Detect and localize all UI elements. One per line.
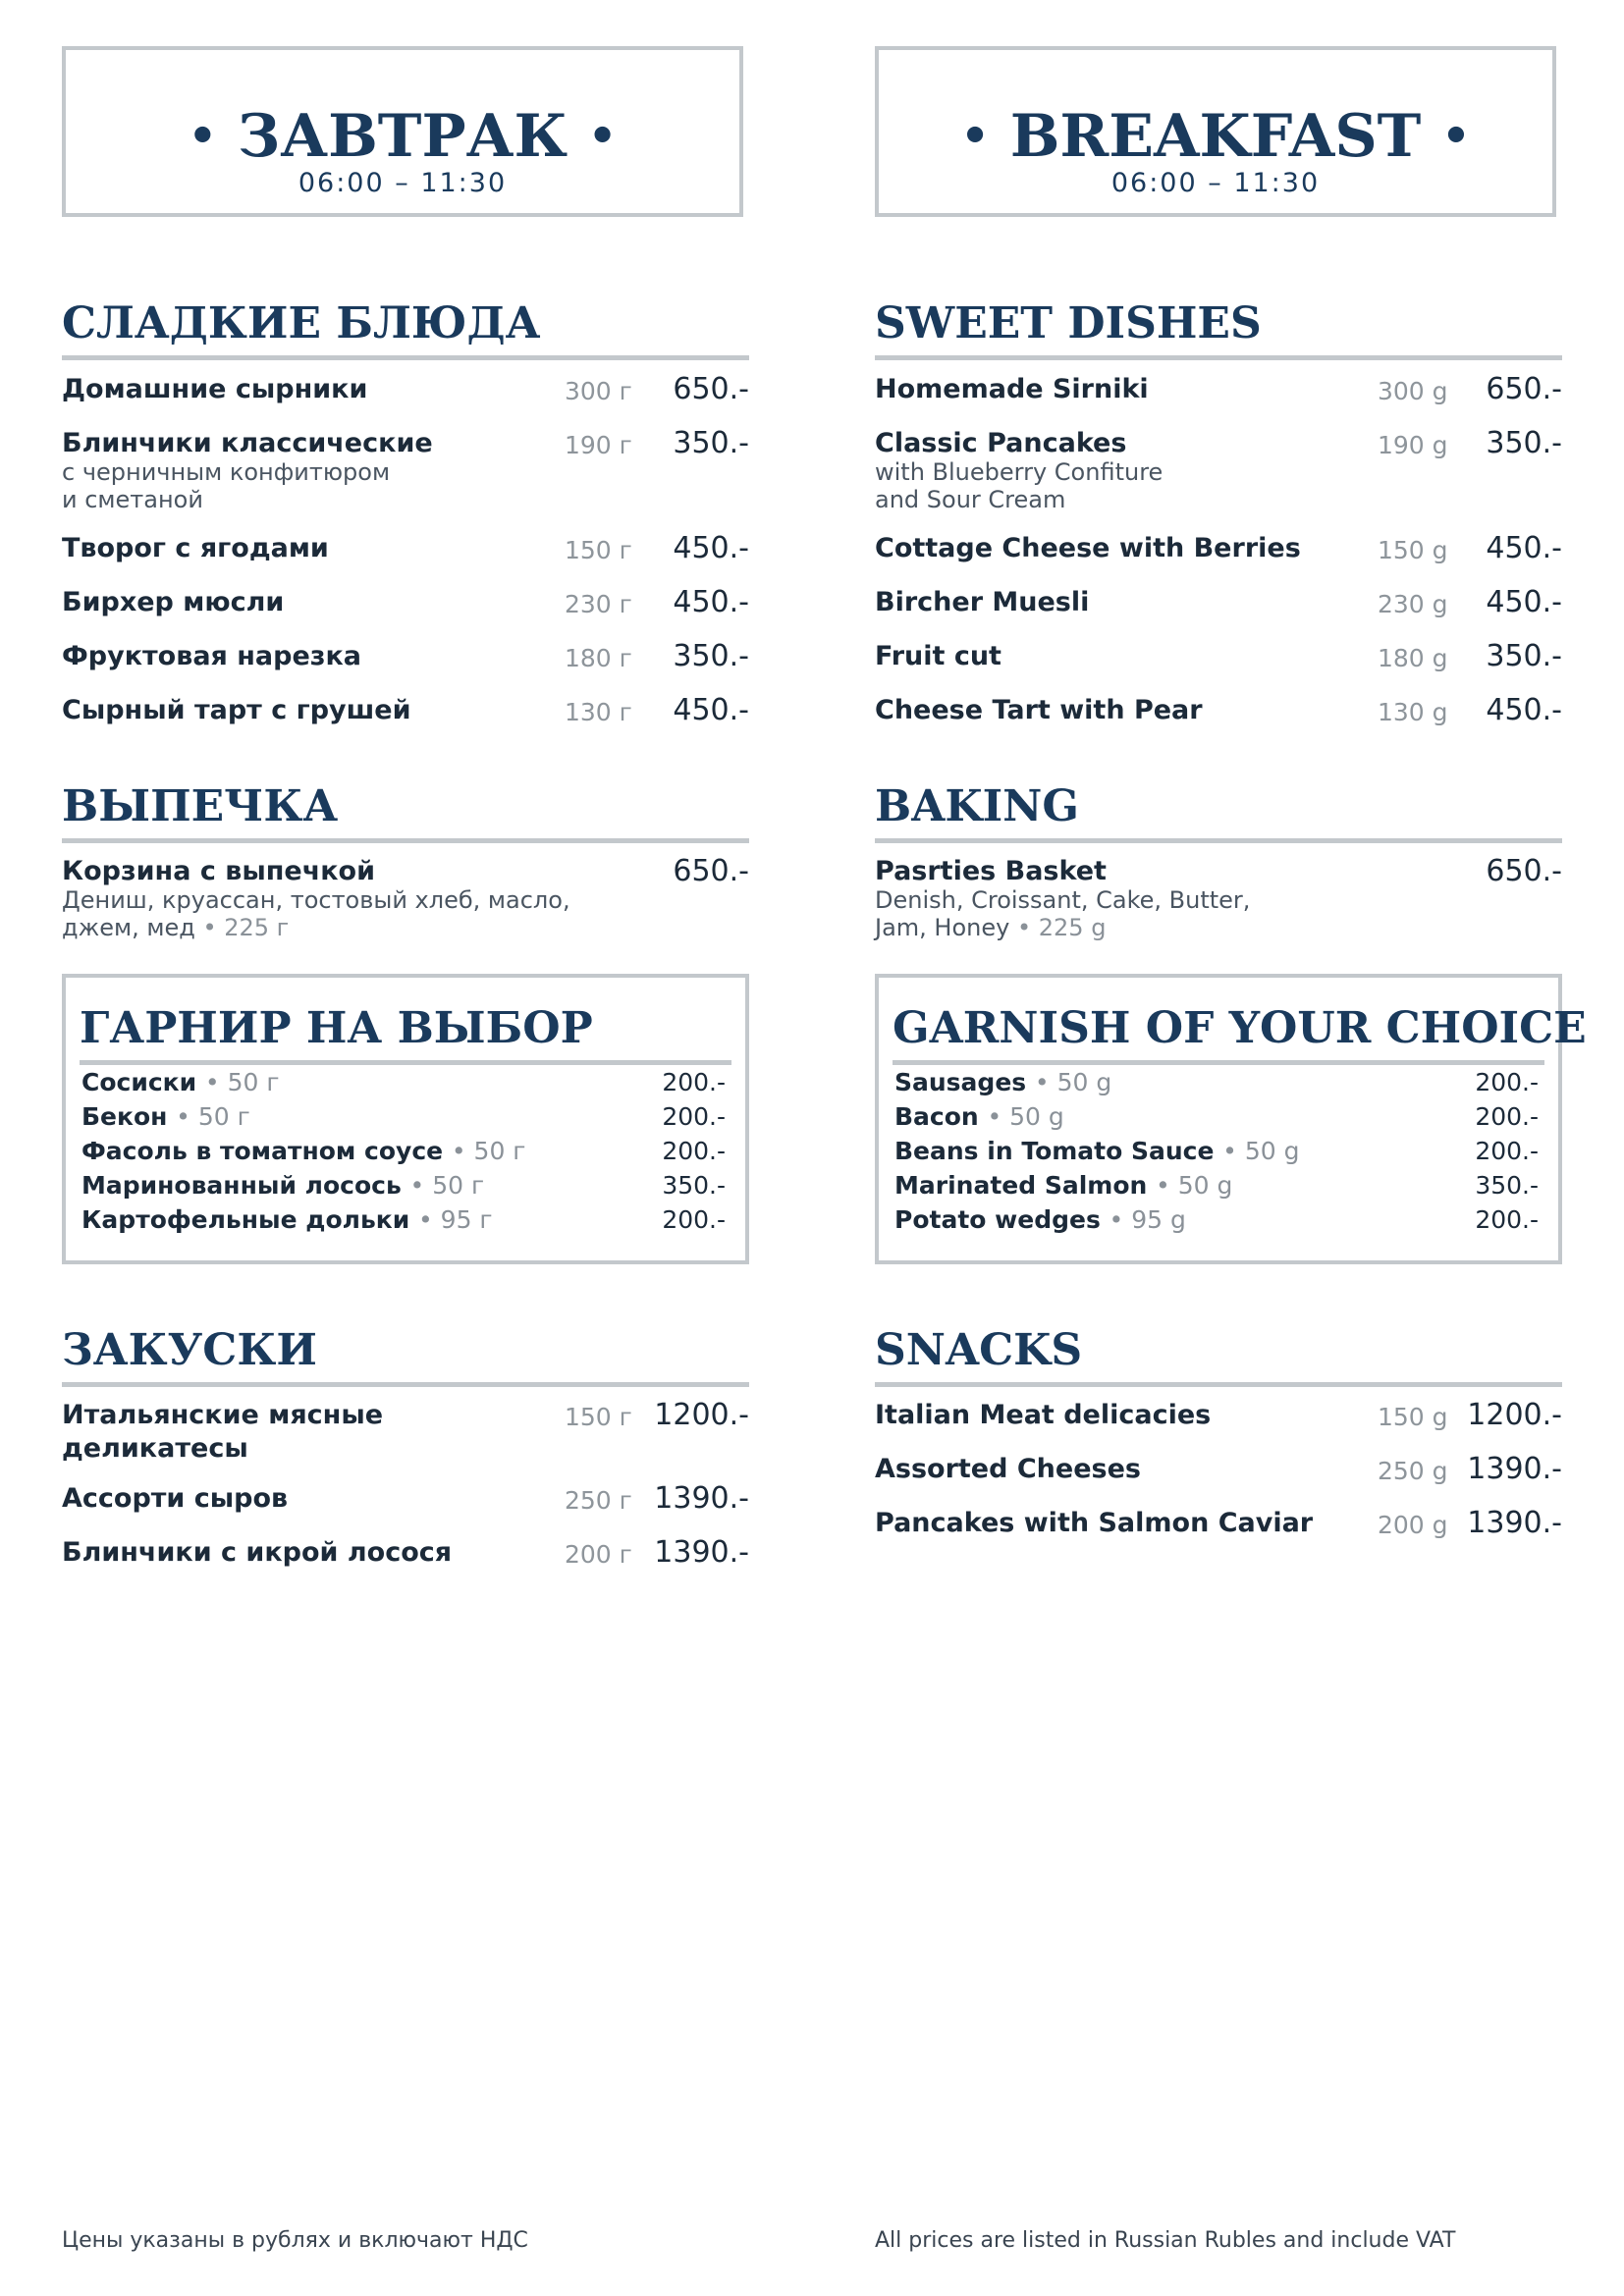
item-description: Jam, Honey • 225 g xyxy=(875,914,1107,941)
item-name: Assorted Cheeses xyxy=(875,1454,1141,1484)
bullet-icon: • xyxy=(1441,108,1471,162)
garnish-weight: • 50 г xyxy=(451,1137,526,1165)
garnish-weight: • 50 г xyxy=(409,1171,485,1200)
garnish-price: 200.- xyxy=(662,1102,726,1131)
header-hours: 06:00 – 11:30 xyxy=(298,168,508,198)
garnish-name: Beans in Tomato Sauce • 50 g xyxy=(894,1137,1300,1165)
garnish-name: Фасоль в томатном соусе • 50 г xyxy=(81,1137,526,1165)
item-name: Корзина с выпечкой xyxy=(62,856,376,886)
menu-item xyxy=(62,531,749,565)
garnish-weight: • 95 g xyxy=(1109,1205,1186,1234)
item-name: Classic Pancakes xyxy=(875,428,1127,458)
garnish-name: Bacon • 50 g xyxy=(894,1102,1064,1131)
item-weight: 180 g xyxy=(1378,644,1448,672)
item-price: 650.- xyxy=(1486,372,1562,406)
item-name: Творог с ягодами xyxy=(62,533,329,563)
garnish-name: Potato wedges • 95 g xyxy=(894,1205,1186,1234)
header-box xyxy=(875,46,1556,217)
item-price: 1390.- xyxy=(654,1481,749,1516)
item-price: 450.- xyxy=(1486,531,1562,565)
item-name: Homemade Sirniki xyxy=(875,374,1149,404)
section-title: BAKING xyxy=(875,785,1562,843)
garnish-row xyxy=(81,1203,726,1237)
footer-note: Цены указаны в рублях и включают НДС xyxy=(62,2228,528,2253)
garnish-weight: • 50 г xyxy=(176,1102,250,1131)
garnish-name: Картофельные дольки • 95 г xyxy=(81,1205,493,1234)
header-box xyxy=(62,46,743,217)
item-price: 1200.- xyxy=(1467,1398,1562,1432)
menu-item xyxy=(875,585,1562,619)
item-name: Pasrties Basket xyxy=(875,856,1107,886)
item-description: с черничным конфитюром xyxy=(62,458,391,486)
item-name: Cottage Cheese with Berries xyxy=(875,533,1301,563)
item-weight: 150 g xyxy=(1378,1403,1448,1431)
item-price: 650.- xyxy=(673,854,749,888)
section-snacks xyxy=(62,1325,749,1387)
item-price: 450.- xyxy=(673,585,749,619)
item-description: Дениш, круассан, тостовый хлеб, масло, xyxy=(62,886,570,914)
section-title: GARNISH OF YOUR CHOICE xyxy=(893,1007,1544,1065)
section-title: ВЫПЕЧКА xyxy=(62,785,749,843)
menu-item xyxy=(875,854,1562,941)
item-name: Бирхер мюсли xyxy=(62,587,285,617)
item-name: Cheese Tart with Pear xyxy=(875,695,1203,725)
menu-item xyxy=(875,639,1562,673)
menu-item xyxy=(875,1506,1562,1540)
garnish-weight: • 50 g xyxy=(987,1102,1064,1131)
menu-item xyxy=(62,372,749,406)
item-weight: 200 г xyxy=(565,1540,632,1569)
item-price: 350.- xyxy=(673,639,749,673)
section-title: ЗАКУСКИ xyxy=(62,1329,749,1387)
item-weight: 300 g xyxy=(1378,377,1448,405)
garnish-row xyxy=(894,1135,1539,1168)
item-name: Итальянские мясные xyxy=(62,1400,384,1430)
garnish-weight: • 50 g xyxy=(1222,1137,1300,1165)
item-price: 350.- xyxy=(1486,639,1562,673)
item-price: 650.- xyxy=(1486,854,1562,888)
garnish-price: 350.- xyxy=(662,1171,726,1200)
header-title-text: BREAKFAST xyxy=(1009,102,1422,171)
garnish-price: 200.- xyxy=(1475,1102,1539,1131)
item-price: 350.- xyxy=(673,426,749,460)
menu-item xyxy=(62,1535,749,1570)
item-price: 450.- xyxy=(673,693,749,727)
header-title-text: ЗАВТРАК xyxy=(237,102,568,171)
item-price: 650.- xyxy=(673,372,749,406)
garnish-box xyxy=(875,974,1587,1264)
item-price: 1200.- xyxy=(654,1398,749,1432)
garnish-name: Сосиски • 50 г xyxy=(81,1068,280,1096)
garnish-weight: • 50 г xyxy=(204,1068,280,1096)
garnish-weight: • 95 г xyxy=(417,1205,493,1234)
menu-item xyxy=(875,693,1562,727)
section-snacks xyxy=(875,1325,1562,1387)
garnish-row xyxy=(81,1169,726,1202)
menu-item xyxy=(62,854,749,941)
garnish-price: 200.- xyxy=(1475,1137,1539,1165)
item-weight: 250 г xyxy=(565,1486,632,1515)
item-name-line2: деликатесы xyxy=(62,1433,248,1464)
item-weight: • 225 g xyxy=(1016,914,1107,941)
menu-item xyxy=(875,1398,1562,1432)
bullet-icon: • xyxy=(960,108,990,162)
garnish-weight: • 50 g xyxy=(1156,1171,1233,1200)
garnish-name: Sausages • 50 g xyxy=(894,1068,1112,1096)
item-weight: 130 g xyxy=(1378,698,1448,726)
item-name: Fruit cut xyxy=(875,641,1001,671)
section-title: СЛАДКИЕ БЛЮДА xyxy=(62,302,749,360)
section-sweet-dishes xyxy=(875,298,1562,360)
menu-item xyxy=(62,426,749,513)
menu-item xyxy=(62,1481,749,1516)
garnish-price: 200.- xyxy=(662,1205,726,1234)
item-name: Ассорти сыров xyxy=(62,1483,289,1514)
garnish-row xyxy=(894,1203,1539,1237)
item-price: 1390.- xyxy=(654,1535,749,1570)
item-weight: 150 г xyxy=(565,536,632,564)
item-weight: 300 г xyxy=(565,377,632,405)
item-weight: 150 г xyxy=(565,1403,632,1431)
garnish-price: 350.- xyxy=(1475,1171,1539,1200)
item-price: 350.- xyxy=(1486,426,1562,460)
item-name: Pancakes with Salmon Caviar xyxy=(875,1508,1314,1538)
item-name: Italian Meat delicacies xyxy=(875,1400,1212,1430)
item-price: 450.- xyxy=(1486,693,1562,727)
item-description: with Blueberry Confiture xyxy=(875,458,1164,486)
menu-item xyxy=(62,585,749,619)
item-price: 450.- xyxy=(673,531,749,565)
garnish-row xyxy=(894,1169,1539,1202)
menu-item xyxy=(62,639,749,673)
menu-item xyxy=(875,426,1562,513)
menu-item xyxy=(875,372,1562,406)
bullet-icon: • xyxy=(188,108,218,162)
section-baking xyxy=(62,781,749,843)
section-baking xyxy=(875,781,1562,843)
menu-item xyxy=(62,1398,749,1464)
garnish-name: Marinated Salmon • 50 g xyxy=(894,1171,1233,1200)
bullet-icon: • xyxy=(587,108,618,162)
garnish-price: 200.- xyxy=(662,1068,726,1096)
footer-note: All prices are listed in Russian Rubles and include VAT xyxy=(875,2228,1456,2253)
item-weight: 200 g xyxy=(1378,1511,1448,1539)
item-name: Сырный тарт с грушей xyxy=(62,695,411,725)
garnish-weight: • 50 g xyxy=(1034,1068,1112,1096)
item-description: джем, мед • 225 г xyxy=(62,914,290,941)
header-title xyxy=(66,102,739,171)
menu-item xyxy=(875,1452,1562,1486)
garnish-price: 200.- xyxy=(1475,1068,1539,1096)
item-price: 1390.- xyxy=(1467,1452,1562,1486)
item-weight: • 225 г xyxy=(202,914,290,941)
item-description: Denish, Croissant, Cake, Butter, xyxy=(875,886,1251,914)
item-name: Блинчики классические xyxy=(62,428,433,458)
item-name: Bircher Muesli xyxy=(875,587,1090,617)
garnish-box xyxy=(62,974,749,1264)
menu-item xyxy=(875,531,1562,565)
item-weight: 130 г xyxy=(565,698,632,726)
item-weight: 150 g xyxy=(1378,536,1448,564)
item-weight: 180 г xyxy=(565,644,632,672)
item-price: 1390.- xyxy=(1467,1506,1562,1540)
garnish-row xyxy=(81,1066,726,1099)
garnish-price: 200.- xyxy=(662,1137,726,1165)
garnish-row xyxy=(81,1135,726,1168)
section-title: SNACKS xyxy=(875,1329,1562,1387)
section-title: ГАРНИР НА ВЫБОР xyxy=(80,1007,731,1065)
garnish-row xyxy=(81,1100,726,1134)
item-name: Домашние сырники xyxy=(62,374,368,404)
section-sweet-dishes xyxy=(62,298,749,360)
header-hours: 06:00 – 11:30 xyxy=(1110,168,1321,198)
item-description: и сметаной xyxy=(62,486,203,513)
garnish-name: Бекон • 50 г xyxy=(81,1102,250,1131)
garnish-row xyxy=(894,1100,1539,1134)
menu-item xyxy=(62,693,749,727)
item-weight: 230 г xyxy=(565,590,632,618)
garnish-price: 200.- xyxy=(1475,1205,1539,1234)
item-price: 450.- xyxy=(1486,585,1562,619)
item-description: and Sour Cream xyxy=(875,486,1066,513)
item-name: Блинчики с икрой лосося xyxy=(62,1537,453,1568)
item-weight: 250 g xyxy=(1378,1457,1448,1485)
item-weight: 190 г xyxy=(565,431,632,459)
section-title: SWEET DISHES xyxy=(875,302,1562,360)
item-weight: 190 g xyxy=(1378,431,1448,459)
header-title xyxy=(879,102,1552,171)
item-weight: 230 g xyxy=(1378,590,1448,618)
item-name: Фруктовая нарезка xyxy=(62,641,362,671)
garnish-name: Маринованный лосось • 50 г xyxy=(81,1171,485,1200)
garnish-row xyxy=(894,1066,1539,1099)
